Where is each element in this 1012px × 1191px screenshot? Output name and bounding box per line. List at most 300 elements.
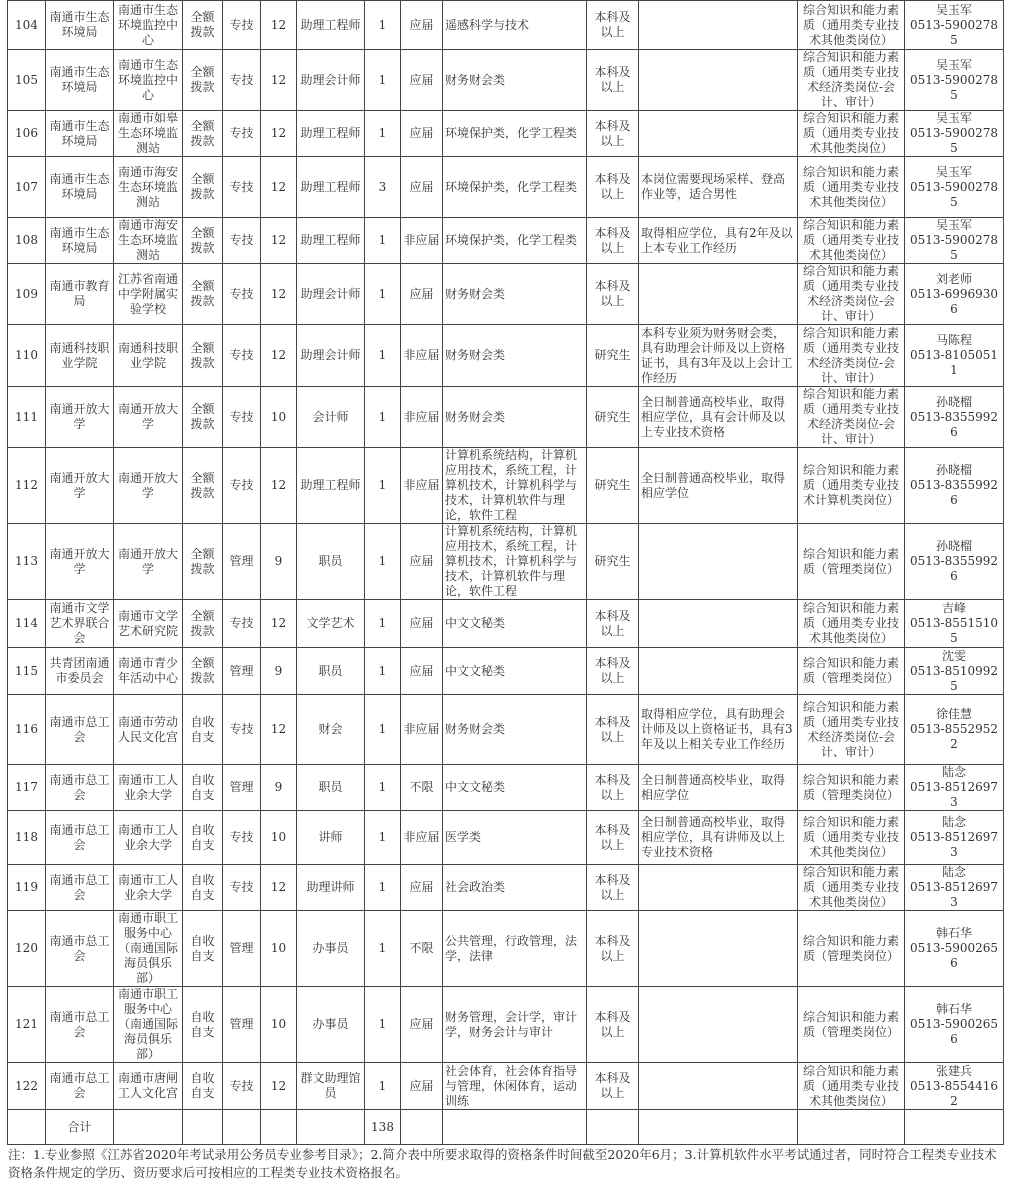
graduate-type-cell: 应届 <box>401 264 443 325</box>
employer-cell: 南通市海安生态环境监测站 <box>114 218 183 264</box>
major-cell: 财务财会类 <box>443 264 587 325</box>
exam-subject-cell: 综合知识和能力素质（管理类岗位） <box>798 648 905 695</box>
department-cell: 南通开放大学 <box>46 387 114 448</box>
graduate-type-cell: 应届 <box>401 865 443 911</box>
post-level-cell: 12 <box>261 325 297 387</box>
post-number-cell: 106 <box>8 111 46 157</box>
education-cell: 本科及以上 <box>587 50 639 111</box>
post-name-cell: 办事员 <box>297 987 365 1063</box>
contact-cell <box>905 911 1004 987</box>
graduate-type-cell: 不限 <box>401 765 443 811</box>
post-number-cell: 110 <box>8 325 46 387</box>
contact-phone: 0513-59002656 <box>909 941 999 970</box>
post-category-cell: 专技 <box>223 157 261 218</box>
post-number-cell: 108 <box>8 218 46 264</box>
post-name-cell: 助理讲师 <box>297 865 365 911</box>
major-cell: 计算机系统结构，计算机应用技术，系统工程，计算机技术，计算机科学与技术，计算机软件与理论，软件工程 <box>443 524 587 600</box>
headcount-cell: 1 <box>365 811 401 865</box>
headcount-cell: 1 <box>365 111 401 157</box>
table-row <box>8 911 1004 987</box>
post-category-cell: 管理 <box>223 648 261 695</box>
education-cell: 本科及以上 <box>587 765 639 811</box>
major-cell: 遥感科学与技术 <box>443 1 587 50</box>
contact-name: 吴玉军 <box>935 57 972 72</box>
post-name-cell: 助理工程师 <box>297 1 365 50</box>
post-category-cell: 专技 <box>223 1 261 50</box>
contact-name: 沈雯 <box>941 648 966 663</box>
exam-subject-cell: 综合知识和能力素质（管理类岗位） <box>798 765 905 811</box>
post-level-cell: 12 <box>261 600 297 648</box>
contact-name: 吉峰 <box>941 601 966 615</box>
contact-phone: 0513-81050511 <box>909 348 999 377</box>
employer-cell: 南通市青少年活动中心 <box>114 648 183 695</box>
empty-cell <box>401 1110 443 1145</box>
education-cell: 本科及以上 <box>587 987 639 1063</box>
graduate-type-cell: 非应届 <box>401 695 443 765</box>
post-name-cell: 职员 <box>297 648 365 695</box>
major-cell: 社会政治类 <box>443 865 587 911</box>
graduate-type-cell: 非应届 <box>401 387 443 448</box>
empty-cell <box>297 1110 365 1145</box>
contact-phone: 0513-59002785 <box>909 17 999 47</box>
other-requirements-cell <box>639 1063 798 1110</box>
exam-subject-cell: 综合知识和能力素质（通用类专业技术其他类岗位） <box>798 1063 905 1110</box>
post-number-cell: 111 <box>8 387 46 448</box>
post-level-cell: 12 <box>261 448 297 524</box>
education-cell: 本科及以上 <box>587 911 639 987</box>
contact-name: 吴玉军 <box>935 111 972 125</box>
contact-phone: 0513-59002656 <box>909 1017 999 1046</box>
funding-type-cell: 全额拨款 <box>183 648 223 695</box>
major-cell: 环境保护类，化学工程类 <box>443 111 587 157</box>
department-cell: 南通市总工会 <box>46 911 114 987</box>
contact-cell <box>905 387 1004 448</box>
department-cell: 南通市总工会 <box>46 987 114 1063</box>
major-cell: 环境保护类，化学工程类 <box>443 157 587 218</box>
major-cell: 中文文秘类 <box>443 648 587 695</box>
employer-cell: 南通市唐闸工人文化宫 <box>114 1063 183 1110</box>
graduate-type-cell: 非应届 <box>401 448 443 524</box>
funding-type-cell: 全额拨款 <box>183 325 223 387</box>
department-cell: 南通市生态环境局 <box>46 1 114 50</box>
post-category-cell: 专技 <box>223 600 261 648</box>
contact-phone: 0513-85126973 <box>909 830 999 859</box>
post-name-cell: 文学艺术 <box>297 600 365 648</box>
funding-type-cell: 全额拨款 <box>183 157 223 218</box>
contact-cell <box>905 325 1004 387</box>
department-cell: 南通市生态环境局 <box>46 218 114 264</box>
post-level-cell: 12 <box>261 157 297 218</box>
post-level-cell: 12 <box>261 50 297 111</box>
exam-subject-cell: 综合知识和能力素质（通用类专业技术其他类岗位） <box>798 865 905 911</box>
other-requirements-cell <box>639 648 798 695</box>
employer-cell: 南通开放大学 <box>114 524 183 600</box>
headcount-cell: 1 <box>365 218 401 264</box>
table-row <box>8 1 1004 50</box>
major-cell: 财务管理，会计学，审计学，财务会计与审计 <box>443 987 587 1063</box>
major-cell: 中文文秘类 <box>443 765 587 811</box>
employer-cell: 南通市海安生态环境监测站 <box>114 157 183 218</box>
headcount-cell: 1 <box>365 325 401 387</box>
contact-phone: 0513-83559926 <box>909 409 999 439</box>
empty-cell <box>798 1110 905 1145</box>
post-level-cell: 9 <box>261 765 297 811</box>
table-row <box>8 987 1004 1063</box>
funding-type-cell: 全额拨款 <box>183 1 223 50</box>
education-cell: 研究生 <box>587 524 639 600</box>
exam-subject-cell: 综合知识和能力素质（通用类专业技术其他类岗位） <box>798 811 905 865</box>
graduate-type-cell: 应届 <box>401 648 443 695</box>
exam-subject-cell: 综合知识和能力素质（通用类专业技术经济类岗位-会计、审计） <box>798 325 905 387</box>
contact-name: 刘老师 <box>935 271 972 286</box>
recruitment-table <box>7 0 1004 1145</box>
exam-subject-cell: 综合知识和能力素质（通用类专业技术经济类岗位-会计、审计） <box>798 50 905 111</box>
contact-name: 孙晓榴 <box>935 394 972 409</box>
education-cell: 本科及以上 <box>587 648 639 695</box>
post-name-cell: 助理工程师 <box>297 111 365 157</box>
post-name-cell: 职员 <box>297 524 365 600</box>
post-category-cell: 管理 <box>223 524 261 600</box>
contact-name: 孙晓榴 <box>935 539 972 553</box>
exam-subject-cell: 综合知识和能力素质（通用类专业技术其他类岗位） <box>798 157 905 218</box>
empty-cell <box>114 1110 183 1145</box>
employer-cell: 南通市工人业余大学 <box>114 765 183 811</box>
table-row <box>8 50 1004 111</box>
contact-cell <box>905 600 1004 648</box>
contact-phone: 0513-85126973 <box>909 780 999 809</box>
funding-type-cell: 自收自支 <box>183 765 223 811</box>
department-cell: 南通市总工会 <box>46 765 114 811</box>
funding-type-cell: 自收自支 <box>183 1063 223 1110</box>
graduate-type-cell: 非应届 <box>401 325 443 387</box>
major-cell: 财务财会类 <box>443 695 587 765</box>
footnote: 注：1.专业参照《江苏省2020年考试录用公务员专业参考目录》；2.简介表中所要求取得的资格条件时间截至2020年6月；3.计算机软件水平考试通过者，同时符合工程类专业技术资格条件规定的学历、资历要求后可按相应的工程类专业技术资格报名。 <box>8 1147 997 1180</box>
post-number-cell: 105 <box>8 50 46 111</box>
post-number-cell: 116 <box>8 695 46 765</box>
contact-name: 马陈程 <box>935 333 972 347</box>
major-cell: 财务财会类 <box>443 50 587 111</box>
post-number-cell: 115 <box>8 648 46 695</box>
funding-type-cell: 全额拨款 <box>183 50 223 111</box>
headcount-cell: 1 <box>365 600 401 648</box>
major-cell: 中文文秘类 <box>443 600 587 648</box>
table-row <box>8 695 1004 765</box>
headcount-cell: 1 <box>365 865 401 911</box>
graduate-type-cell: 应届 <box>401 600 443 648</box>
post-number-cell: 109 <box>8 264 46 325</box>
other-requirements-cell: 全日制普通高校毕业，取得相应学位 <box>639 448 798 524</box>
graduate-type-cell: 应届 <box>401 1 443 50</box>
department-cell: 南通市生态环境局 <box>46 50 114 111</box>
post-category-cell: 专技 <box>223 811 261 865</box>
contact-name: 韩石华 <box>935 1002 972 1016</box>
employer-cell: 南通开放大学 <box>114 387 183 448</box>
headcount-cell: 1 <box>365 695 401 765</box>
funding-type-cell: 全额拨款 <box>183 111 223 157</box>
headcount-cell: 3 <box>365 157 401 218</box>
post-category-cell: 专技 <box>223 218 261 264</box>
post-name-cell: 办事员 <box>297 911 365 987</box>
funding-type-cell: 全额拨款 <box>183 218 223 264</box>
contact-cell <box>905 648 1004 695</box>
post-name-cell: 助理工程师 <box>297 157 365 218</box>
education-cell: 本科及以上 <box>587 811 639 865</box>
contact-phone: 0513-85544162 <box>909 1078 999 1108</box>
department-cell: 南通市教育局 <box>46 264 114 325</box>
post-category-cell: 管理 <box>223 987 261 1063</box>
table-row <box>8 448 1004 524</box>
funding-type-cell: 全额拨款 <box>183 264 223 325</box>
contact-cell <box>905 264 1004 325</box>
table-row <box>8 387 1004 448</box>
post-category-cell: 专技 <box>223 387 261 448</box>
contact-cell <box>905 448 1004 524</box>
empty-cell <box>905 1110 1004 1145</box>
post-level-cell: 12 <box>261 1 297 50</box>
post-name-cell: 助理会计师 <box>297 325 365 387</box>
education-cell: 本科及以上 <box>587 1063 639 1110</box>
exam-subject-cell: 综合知识和能力素质（通用类专业技术其他类岗位） <box>798 218 905 264</box>
exam-subject-cell: 综合知识和能力素质（通用类专业技术经济类岗位-会计、审计） <box>798 264 905 325</box>
headcount-cell: 1 <box>365 50 401 111</box>
post-level-cell: 12 <box>261 1063 297 1110</box>
post-number-cell: 118 <box>8 811 46 865</box>
employer-cell: 南通市如皋生态环境监测站 <box>114 111 183 157</box>
contact-phone: 0513-85126973 <box>909 880 999 909</box>
other-requirements-cell: 本科专业须为财务财会类，具有助理会计师及以上资格证书，具有3年及以上会计工作经历 <box>639 325 798 387</box>
contact-name: 韩石华 <box>935 926 972 940</box>
post-number-cell: 122 <box>8 1063 46 1110</box>
employer-cell: 南通市职工服务中心（南通国际海员俱乐部） <box>114 911 183 987</box>
education-cell: 本科及以上 <box>587 157 639 218</box>
post-name-cell: 群文助理馆员 <box>297 1063 365 1110</box>
table-row <box>8 811 1004 865</box>
post-level-cell: 9 <box>261 648 297 695</box>
contact-phone: 0513-83559926 <box>909 478 999 507</box>
contact-phone: 0513-83559926 <box>909 554 999 583</box>
headcount-cell: 1 <box>365 264 401 325</box>
post-category-cell: 专技 <box>223 865 261 911</box>
department-cell: 南通市总工会 <box>46 811 114 865</box>
post-category-cell: 专技 <box>223 448 261 524</box>
contact-name: 徐佳慧 <box>935 707 972 721</box>
headcount-cell: 1 <box>365 911 401 987</box>
table-row <box>8 218 1004 264</box>
table-row <box>8 600 1004 648</box>
post-level-cell: 10 <box>261 811 297 865</box>
department-cell: 南通市生态环境局 <box>46 111 114 157</box>
education-cell: 研究生 <box>587 325 639 387</box>
contact-cell <box>905 111 1004 157</box>
post-name-cell: 财会 <box>297 695 365 765</box>
table-row <box>8 325 1004 387</box>
contact-name: 陆念 <box>941 815 966 829</box>
empty-cell <box>261 1110 297 1145</box>
major-cell: 医学类 <box>443 811 587 865</box>
employer-cell: 南通市生态环境监控中心 <box>114 50 183 111</box>
contact-cell <box>905 987 1004 1063</box>
post-number-cell: 112 <box>8 448 46 524</box>
post-number-cell: 107 <box>8 157 46 218</box>
post-number-cell: 114 <box>8 600 46 648</box>
post-number-cell: 121 <box>8 987 46 1063</box>
post-level-cell: 10 <box>261 987 297 1063</box>
graduate-type-cell: 应届 <box>401 50 443 111</box>
contact-phone: 0513-59002785 <box>909 179 999 209</box>
headcount-cell: 1 <box>365 1 401 50</box>
exam-subject-cell: 综合知识和能力素质（管理类岗位） <box>798 911 905 987</box>
employer-cell: 南通市文学艺术研究院 <box>114 600 183 648</box>
employer-cell: 南通市生态环境监控中心 <box>114 1 183 50</box>
graduate-type-cell: 应届 <box>401 987 443 1063</box>
post-category-cell: 专技 <box>223 264 261 325</box>
education-cell: 本科及以上 <box>587 865 639 911</box>
empty-cell <box>443 1110 587 1145</box>
graduate-type-cell: 不限 <box>401 911 443 987</box>
graduate-type-cell: 应届 <box>401 1063 443 1110</box>
other-requirements-cell: 全日制普通高校毕业，取得相应学位，具有讲师及以上专业技术资格 <box>639 811 798 865</box>
post-name-cell: 职员 <box>297 765 365 811</box>
post-category-cell: 管理 <box>223 765 261 811</box>
funding-type-cell: 全额拨款 <box>183 524 223 600</box>
other-requirements-cell: 取得相应学位，具有2年及以上本专业工作经历 <box>639 218 798 264</box>
headcount-cell: 1 <box>365 448 401 524</box>
other-requirements-cell <box>639 1 798 50</box>
exam-subject-cell: 综合知识和能力素质（通用类专业技术经济类岗位-会计、审计） <box>798 387 905 448</box>
contact-name: 张建兵 <box>935 1063 972 1078</box>
contact-phone: 0513-85109925 <box>909 663 999 693</box>
major-cell: 公共管理，行政管理，法学，法律 <box>443 911 587 987</box>
post-level-cell: 12 <box>261 111 297 157</box>
table-row <box>8 524 1004 600</box>
contact-phone: 0513-59002785 <box>909 126 999 155</box>
headcount-cell: 1 <box>365 765 401 811</box>
total-row <box>8 1110 1004 1145</box>
graduate-type-cell: 应届 <box>401 524 443 600</box>
contact-name: 吴玉军 <box>935 2 972 17</box>
graduate-type-cell: 非应届 <box>401 218 443 264</box>
contact-name: 吴玉军 <box>935 218 972 232</box>
headcount-cell: 1 <box>365 387 401 448</box>
graduate-type-cell: 非应届 <box>401 811 443 865</box>
contact-cell <box>905 1063 1004 1110</box>
empty-cell <box>183 1110 223 1145</box>
contact-phone: 0513-59002785 <box>909 233 999 262</box>
contact-cell <box>905 695 1004 765</box>
education-cell: 本科及以上 <box>587 695 639 765</box>
contact-phone: 0513-69969306 <box>909 286 999 316</box>
department-cell: 南通开放大学 <box>46 448 114 524</box>
table-row <box>8 1063 1004 1110</box>
contact-cell <box>905 811 1004 865</box>
contact-cell <box>905 524 1004 600</box>
empty-cell <box>587 1110 639 1145</box>
funding-type-cell: 自收自支 <box>183 987 223 1063</box>
graduate-type-cell: 应届 <box>401 157 443 218</box>
education-cell: 本科及以上 <box>587 1 639 50</box>
post-name-cell: 助理会计师 <box>297 50 365 111</box>
employer-cell: 南通科技职业学院 <box>114 325 183 387</box>
contact-phone: 0513-85515105 <box>909 616 999 645</box>
exam-subject-cell: 综合知识和能力素质（通用类专业技术其他类岗位） <box>798 600 905 648</box>
table-row <box>8 865 1004 911</box>
table-row <box>8 765 1004 811</box>
post-category-cell: 专技 <box>223 1063 261 1110</box>
funding-type-cell: 自收自支 <box>183 811 223 865</box>
employer-cell: 江苏省南通中学附属实验学校 <box>114 264 183 325</box>
post-level-cell: 12 <box>261 218 297 264</box>
contact-name: 孙晓榴 <box>935 463 972 477</box>
post-name-cell: 助理会计师 <box>297 264 365 325</box>
employer-cell: 南通市工人业余大学 <box>114 811 183 865</box>
exam-subject-cell: 综合知识和能力素质（通用类专业技术计算机类岗位） <box>798 448 905 524</box>
post-number-cell: 119 <box>8 865 46 911</box>
post-name-cell: 助理工程师 <box>297 218 365 264</box>
table-body <box>8 1 1004 1145</box>
education-cell: 研究生 <box>587 448 639 524</box>
education-cell: 本科及以上 <box>587 600 639 648</box>
other-requirements-cell <box>639 50 798 111</box>
post-level-cell: 12 <box>261 264 297 325</box>
contact-cell <box>905 765 1004 811</box>
other-requirements-cell <box>639 264 798 325</box>
funding-type-cell: 自收自支 <box>183 695 223 765</box>
education-cell: 本科及以上 <box>587 218 639 264</box>
department-cell: 南通市生态环境局 <box>46 157 114 218</box>
other-requirements-cell: 取得相应学位，具有助理会计师及以上资格证书，具有3年及以上相关专业工作经历 <box>639 695 798 765</box>
contact-name: 陆念 <box>941 865 966 879</box>
table-row <box>8 264 1004 325</box>
major-cell: 社会体育，社会体育指导与管理，休闲体育，运动训练 <box>443 1063 587 1110</box>
post-number-cell: 117 <box>8 765 46 811</box>
major-cell: 环境保护类，化学工程类 <box>443 218 587 264</box>
contact-cell <box>905 218 1004 264</box>
post-category-cell: 专技 <box>223 111 261 157</box>
table-row <box>8 111 1004 157</box>
headcount-cell: 1 <box>365 524 401 600</box>
post-number-cell: 104 <box>8 1 46 50</box>
other-requirements-cell <box>639 911 798 987</box>
headcount-cell: 1 <box>365 987 401 1063</box>
graduate-type-cell: 应届 <box>401 111 443 157</box>
post-name-cell: 会计师 <box>297 387 365 448</box>
post-name-cell: 助理工程师 <box>297 448 365 524</box>
post-category-cell: 管理 <box>223 911 261 987</box>
contact-name: 吴玉军 <box>935 164 972 179</box>
post-number-cell: 120 <box>8 911 46 987</box>
post-number-cell: 113 <box>8 524 46 600</box>
post-level-cell: 10 <box>261 911 297 987</box>
other-requirements-cell: 本岗位需要现场采样、登高作业等，适合男性 <box>639 157 798 218</box>
contact-cell <box>905 50 1004 111</box>
total-value: 138 <box>365 1110 401 1145</box>
exam-subject-cell: 综合知识和能力素质（通用类专业技术经济类岗位-会计、审计） <box>798 695 905 765</box>
exam-subject-cell: 综合知识和能力素质（管理类岗位） <box>798 987 905 1063</box>
contact-cell <box>905 865 1004 911</box>
funding-type-cell: 自收自支 <box>183 911 223 987</box>
other-requirements-cell <box>639 865 798 911</box>
education-cell: 本科及以上 <box>587 264 639 325</box>
department-cell: 南通市总工会 <box>46 1063 114 1110</box>
exam-subject-cell: 综合知识和能力素质（管理类岗位） <box>798 524 905 600</box>
other-requirements-cell <box>639 600 798 648</box>
total-label: 合计 <box>46 1110 114 1145</box>
department-cell: 南通市文学艺术界联合会 <box>46 600 114 648</box>
funding-type-cell: 全额拨款 <box>183 600 223 648</box>
post-category-cell: 专技 <box>223 695 261 765</box>
headcount-cell: 1 <box>365 1063 401 1110</box>
major-cell: 财务财会类 <box>443 387 587 448</box>
